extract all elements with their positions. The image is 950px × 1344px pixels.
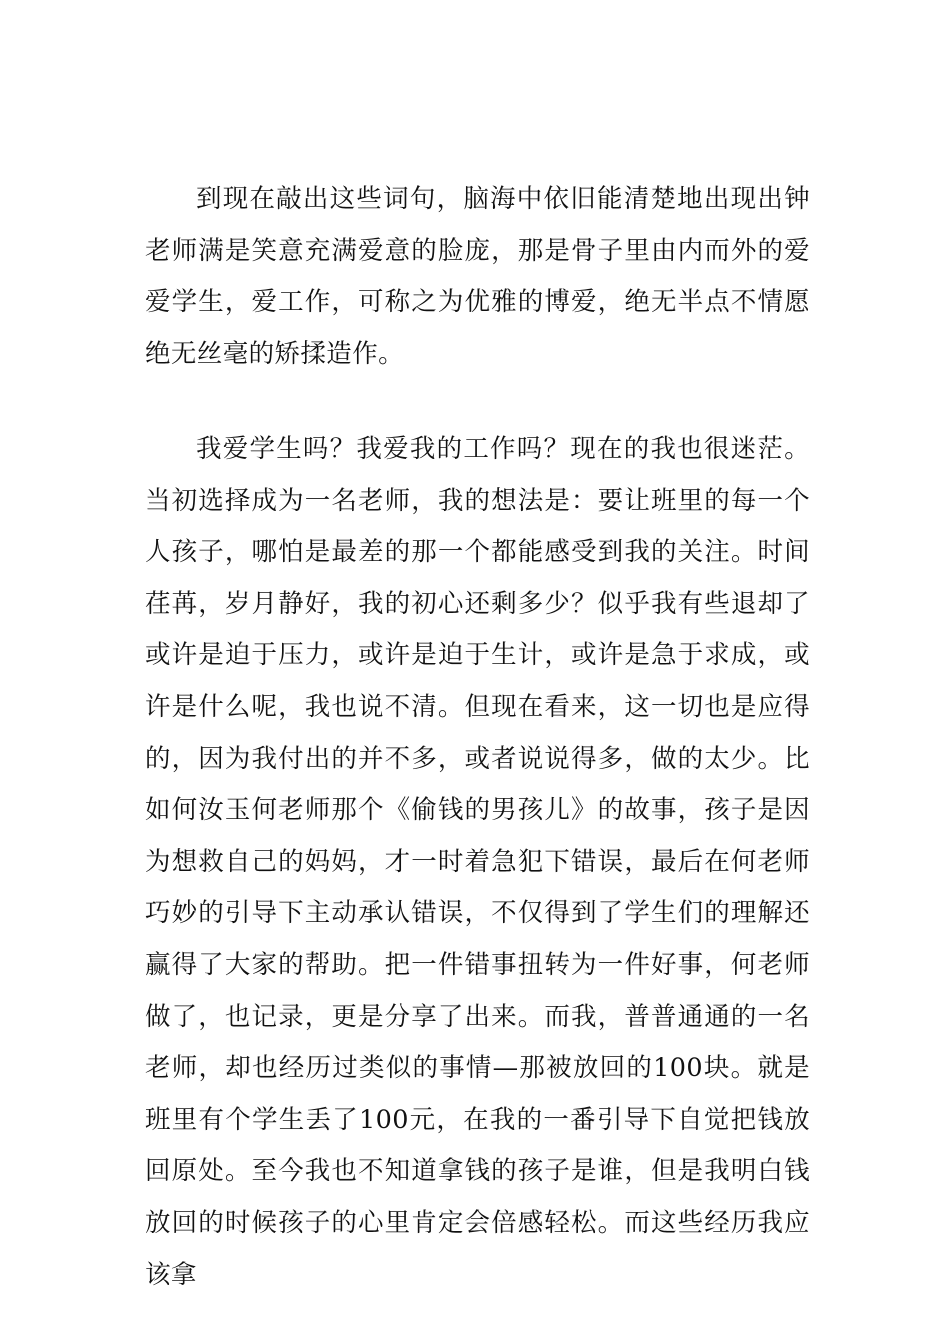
paragraph-2: 我爱学生吗？我爱我的工作吗？现在的我也很迷茫。当初选择成为一名老师，我的想法是：要让班里的每一个人孩子，哪怕是最差的那一个都能感受到我的关注。时间荏苒，岁月静好，我的初心还剩多少？似乎我有些退却了或许是迫于压力，或许是迫于生计，或许是急于求成，或许是什么呢，我也说不清。但现在看来，这一切也是应得的，因为我付出的并不多，或者说说得多，做的太少。比如何汝玉何老师那个《偷钱的男孩儿》的故事，孩子是因为想救自己的妈妈，才一时着急犯下错误，最后在何老师巧妙的引导下主动承认错误，不仅得到了学生们的理解还赢得了大家的帮助。把一件错事扭转为一件好事，何老师做了，也记录，更是分享了出来。而我，普普通通的一名老师，却也经历过类似的事情—那被放回的100块。就是班里有个学生丢了100元，在我的一番引导下自觉把钱放回原处。至今我也不知道拿钱的孩子是谁，但是我明白钱放回的时候孩子的心里肯定会倍感轻松。而这些经历我应该拿: [145, 434, 810, 1290]
paragraph-1: 到现在敲出这些词句，脑海中依旧能清楚地出现出钟老师满是笑意充满爱意的脸庞，那是骨子里由内而外的爱爱学生，爱工作，可称之为优雅的博爱，绝无半点不情愿绝无丝毫的矫揉造作。: [145, 184, 810, 369]
